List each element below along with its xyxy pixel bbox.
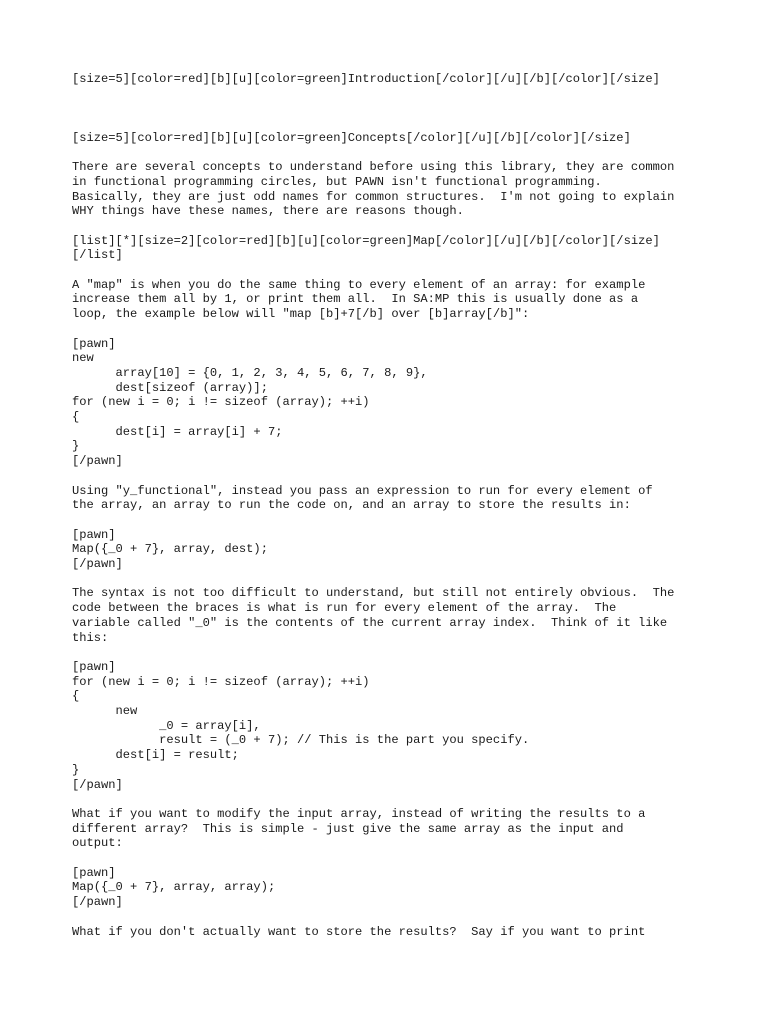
store-paragraph: What if you don't actually want to store the results? Say if you want to print bbox=[72, 924, 646, 939]
code-block-map-call: [pawn] Map({_0 + 7}, array, dest); [/pawn] bbox=[72, 527, 268, 572]
code-block-expanded: [pawn] for (new i = 0; i != sizeof (array); ++i) { new _0 = array[i], result = (_0 + 7); // This is the part you specify. dest[i] = result; } [/pawn] bbox=[72, 659, 530, 792]
functional-paragraph: Using "y_functional", instead you pass an expression to run for every element of the array, an array to run the code on, and an array to store the results in: bbox=[72, 483, 653, 513]
code-block-loop: [pawn] new array[10] = {0, 1, 2, 3, 4, 5, 6, 7, 8, 9}, dest[sizeof (array)]; for (new i = 0; i != sizeof (array); ++i) { dest[i] = array[i] + 7; } [/pawn] bbox=[72, 336, 428, 469]
modify-paragraph: What if you want to modify the input array, instead of writing the results to a different array? This is simple - just give the same array as the input and output: bbox=[72, 806, 646, 851]
concepts-paragraph: There are several concepts to understand before using this library, they are common in functional programming circles, but PAWN isn't functional programming. Basically, they are just odd names for common structures. I'm not going to explain WHY things have these names, there are reasons though. bbox=[72, 160, 675, 219]
syntax-paragraph: The syntax is not too difficult to understand, but still not entirely obvious. The code between the braces is what is run for every element of the array. The variable called "_0" is the contents of the current array index. Think of it like this: bbox=[72, 586, 675, 645]
introduction-heading: [size=5][color=red][b][u][color=green]Introduction[/color][/u][/b][/color][/size] bbox=[72, 72, 660, 86]
map-heading: [list][*][size=2][color=red][b][u][color=green]Map[/color][/u][/b][/color][/size] [/list] bbox=[72, 233, 660, 263]
document-page bbox=[72, 72, 712, 954]
concepts-heading: [size=5][color=red][b][u][color=green]Concepts[/color][/u][/b][/color][/size] bbox=[72, 130, 631, 145]
spacer bbox=[72, 101, 712, 130]
map-paragraph: A "map" is when you do the same thing to every element of an array: for example increase them all by 1, or print them all. In SA:MP this is usually done as a loop, the example below will "map [b]+7[/b] over [b]array[/b]": bbox=[72, 277, 646, 322]
code-block-map-inplace: [pawn] Map({_0 + 7}, array, array); [/pawn] bbox=[72, 865, 276, 910]
